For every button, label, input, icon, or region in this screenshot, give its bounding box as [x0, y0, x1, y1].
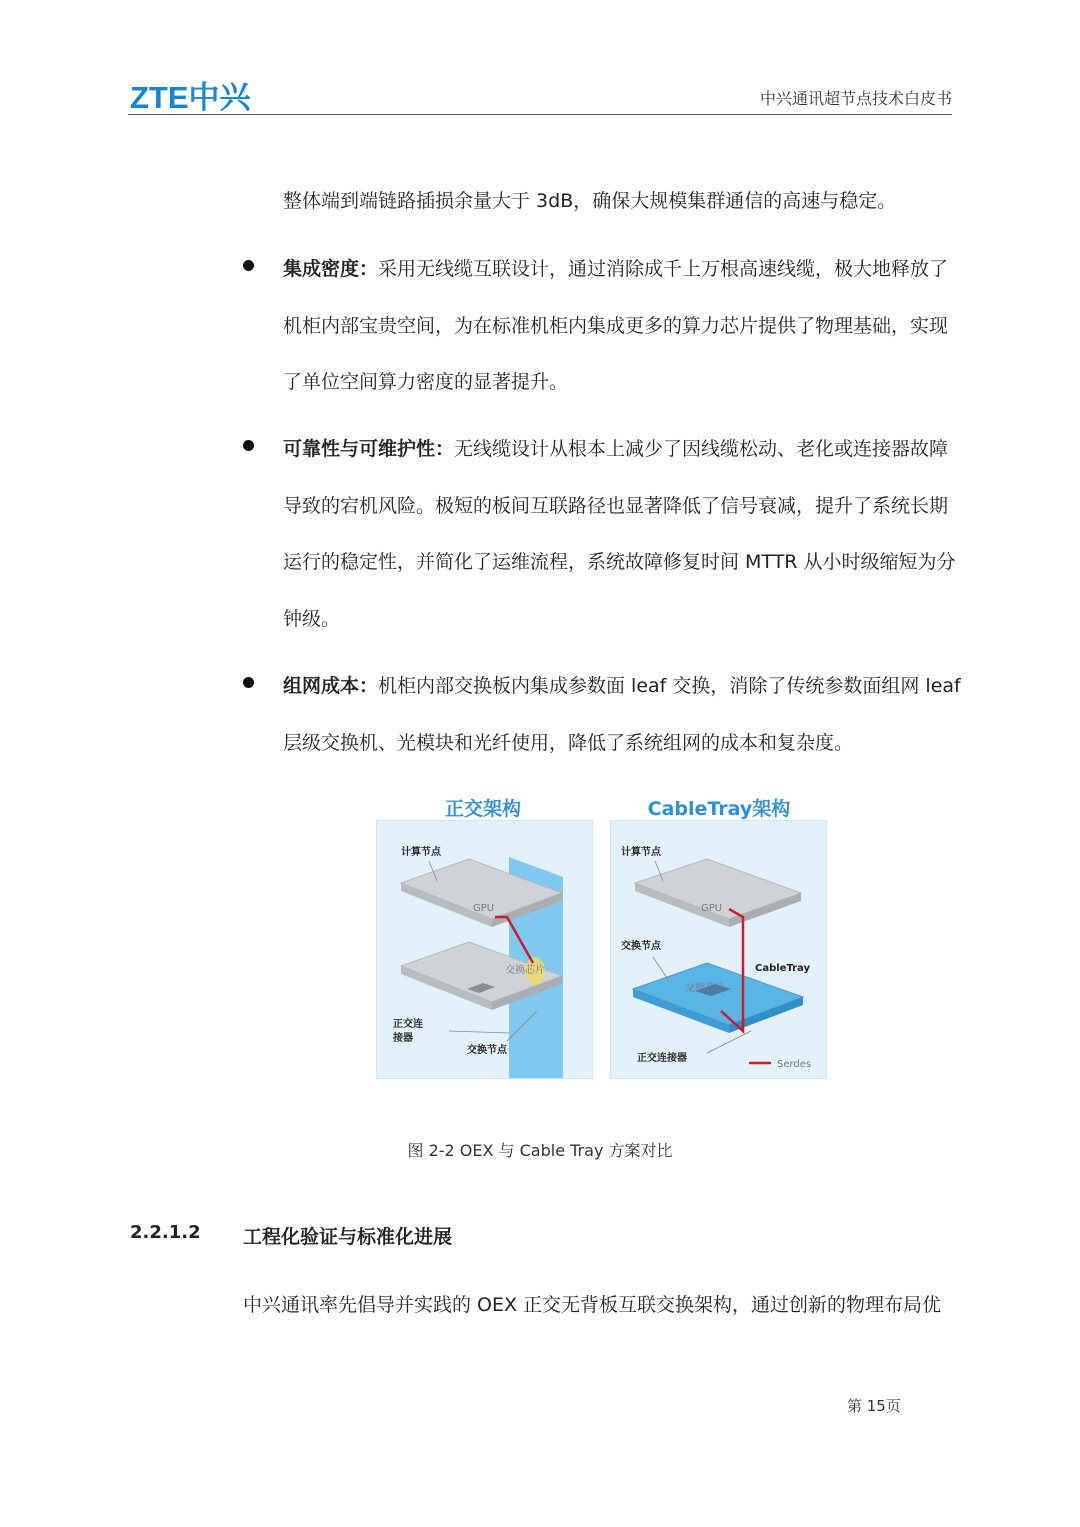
bullet-2-line-4: 钟级。 [283, 608, 341, 630]
bullet-3-term: 组网成本： [283, 675, 379, 697]
bullet-3-line-2: 层级交换机、光模块和光纤使用，降低了系统组网的成本和复杂度。 [283, 732, 854, 754]
section-title: 工程化验证与标准化进展 [243, 1226, 453, 1248]
bullet-1-line-1: 集成密度：采用无线缆互联设计，通过消除成千上万根高速线缆，极大地释放了 [283, 258, 949, 280]
bullet-dot [243, 440, 254, 451]
page-header [128, 70, 952, 115]
figure-caption: 图 2-2 OEX 与 Cable Tray 方案对比 [407, 1141, 673, 1160]
label-switch-chip: 交换芯片 [685, 983, 725, 994]
cabletray-architecture-panel [610, 820, 827, 1079]
bullet-2-line-3: 运行的稳定性，并简化了运维流程，系统故障修复时间 MTTR 从小时级缩短为分 [283, 551, 956, 573]
label-cabletray: CableTray [755, 963, 811, 974]
label-switch-node: 交换节点 [467, 1045, 507, 1056]
bullet-2-line-1: 可靠性与可维护性：无线缆设计从根本上减少了因线缆松动、老化或连接器故障 [283, 438, 949, 460]
bullet-1-line-3: 了单位空间算力密度的显著提升。 [283, 371, 569, 393]
label-orthogonal-connector-1: 正交连 [393, 1019, 423, 1030]
label-compute-node: 计算节点 [401, 847, 441, 858]
architecture-comparison-figure [374, 790, 830, 1082]
label-switch-chip: 交换芯片 [505, 965, 545, 976]
bullet-1-line-2: 机柜内部宝贵空间，为在标准机柜内集成更多的算力芯片提供了物理基础，实现 [283, 315, 949, 337]
label-gpu: GPU [473, 903, 495, 914]
document-title: 中兴通讯超节点技术白皮书 [759, 89, 952, 108]
label-compute-node: 计算节点 [621, 847, 661, 858]
section-number: 2.2.1.2 [130, 1222, 201, 1243]
zte-logo: ZTE中兴 [130, 80, 251, 115]
bullet-dot [243, 677, 254, 688]
label-orthogonal-connector-2: 接器 [393, 1033, 413, 1044]
bullet-dot [243, 260, 254, 271]
legend-serdes-label: Serdes [777, 1059, 812, 1070]
bullet-1-term: 集成密度： [283, 258, 379, 280]
orthogonal-diagram [377, 821, 592, 1078]
left-panel-title: 正交架构 [444, 798, 521, 820]
section-body-line: 中兴通讯率先倡导并实践的 OEX 正交无背板互联交换架构，通过创新的物理布局优 [243, 1294, 942, 1316]
bullet-2-term: 可靠性与可维护性： [283, 438, 455, 460]
label-orthogonal-connector: 正交连接器 [637, 1053, 687, 1064]
right-panel-title: CableTray架构 [647, 798, 791, 820]
cabletray-diagram [611, 821, 826, 1078]
label-gpu: GPU [701, 903, 723, 914]
body-line-continuation: 整体端到端链路插损余量大于 3dB，确保大规模集群通信的高速与稳定。 [283, 190, 897, 212]
label-switch-node: 交换节点 [621, 941, 661, 952]
orthogonal-architecture-panel [376, 820, 593, 1079]
bullet-3-line-1: 组网成本：机柜内部交换板内集成参数面 leaf 交换，消除了传统参数面组网 leaf [283, 675, 961, 697]
page-number: 第 15页 [847, 1397, 901, 1415]
bullet-2-line-2: 导致的宕机风险。极短的板间互联路径也显著降低了信号衰减，提升了系统长期 [283, 495, 949, 517]
